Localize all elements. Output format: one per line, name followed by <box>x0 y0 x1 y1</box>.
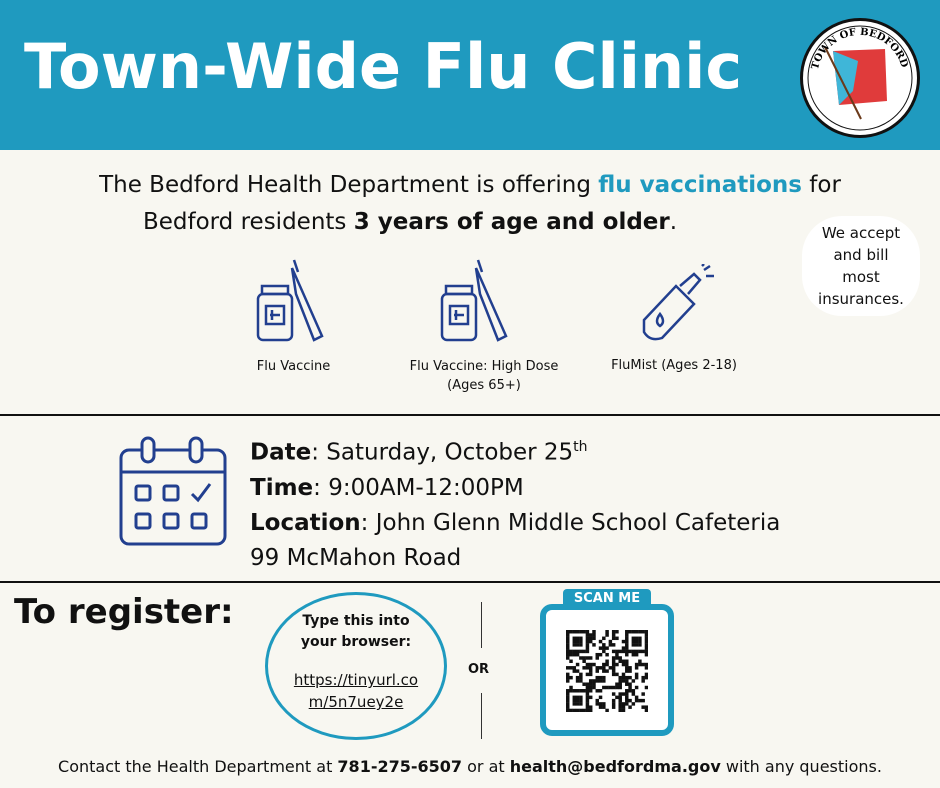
intro-text: for <box>801 172 841 198</box>
high-dose-label <box>398 357 570 395</box>
date-suffix: th <box>573 439 588 455</box>
label-line: (Ages 65+) <box>447 378 521 393</box>
calendar-icon <box>118 436 228 548</box>
vaccine-vial-syringe-icon <box>252 258 332 346</box>
intro-highlight: flu vaccinations <box>598 172 802 198</box>
note-line: insurances. <box>818 290 904 308</box>
note-line: most <box>842 268 880 286</box>
scan-me-label: SCAN ME <box>563 589 651 609</box>
instruction-line: Type this into <box>302 613 410 629</box>
flumist-label: FluMist (Ages 2-18) <box>611 358 737 373</box>
flu-vaccine-label: Flu Vaccine <box>256 359 331 374</box>
note-line: We accept <box>821 224 901 242</box>
event-details <box>250 430 780 576</box>
page-title: Town-Wide Flu Clinic <box>24 30 743 103</box>
insurance-note <box>802 216 920 316</box>
url-line[interactable]: https://tinyurl.co <box>293 671 419 689</box>
location-value: : John Glenn Middle School Cafeteria <box>360 509 781 536</box>
footer-text: or at <box>462 757 510 776</box>
nasal-spray-icon <box>636 264 722 346</box>
qr-frame <box>540 604 674 736</box>
phone-number[interactable]: 781-275-6507 <box>337 757 463 776</box>
url-circle <box>265 592 447 740</box>
divider-line <box>481 693 482 739</box>
time-row <box>250 471 780 506</box>
register-heading: To register: <box>14 592 234 632</box>
date-value: : Saturday, October 25 <box>311 439 574 466</box>
or-label: OR <box>468 662 490 677</box>
intro-line-2 <box>0 209 880 235</box>
note-line: and bill <box>833 246 889 264</box>
footer-text: Contact the Health Department at <box>58 757 338 776</box>
footer-text: with any questions. <box>720 757 882 776</box>
address: 99 McMahon Road <box>250 544 462 571</box>
date-row <box>250 430 780 471</box>
instruction-line: your browser: <box>300 634 412 650</box>
divider-line <box>481 602 482 648</box>
divider <box>0 414 940 416</box>
divider <box>0 581 940 583</box>
location-label: Location <box>250 509 361 536</box>
high-dose-vaccine-icon <box>436 258 516 346</box>
time-value: : 9:00AM-12:00PM <box>313 474 524 501</box>
contact-footer <box>0 757 940 776</box>
svg-text:TOWN OF BEDFORD: TOWN OF BEDFORD <box>809 26 910 71</box>
qr-code[interactable] <box>566 630 648 712</box>
date-label: Date <box>250 439 312 466</box>
email-address[interactable]: health@bedfordma.gov <box>509 757 721 776</box>
intro-age: 3 years of age and older <box>353 209 670 235</box>
url-line[interactable]: m/5n7uey2e <box>308 693 404 711</box>
intro-text: . <box>669 209 678 235</box>
intro-text: Bedford residents <box>142 209 354 235</box>
location-row <box>250 506 780 541</box>
registration-link[interactable] <box>268 669 444 713</box>
town-seal-logo <box>800 18 920 138</box>
intro-line-1 <box>0 172 940 198</box>
label-line: Flu Vaccine: High Dose <box>409 359 559 374</box>
intro-text: The Bedford Health Department is offering <box>99 172 599 198</box>
time-label: Time <box>250 474 314 501</box>
